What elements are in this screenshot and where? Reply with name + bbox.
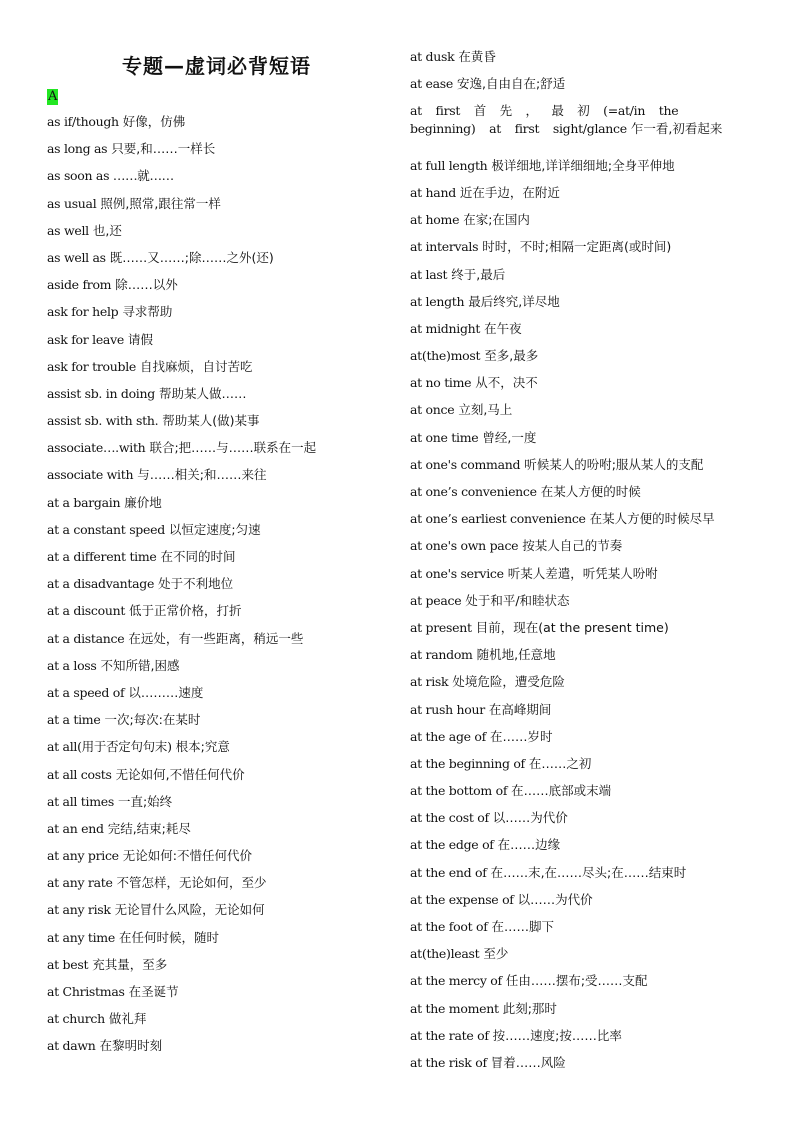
phrase-entry <box>47 874 316 901</box>
phrase-chinese: 目前，现在(at the present time) <box>475 619 669 635</box>
phrase-english: at the risk of <box>410 1054 487 1070</box>
phrase-english: at first 首 先 ， 最 初 (=at/in the beginning) at first sight/glance <box>410 103 679 137</box>
phrase-english: associate with <box>47 467 134 483</box>
phrase-entry <box>47 602 316 629</box>
phrase-chinese: 在……末,在……尽头;在……结束时 <box>490 864 687 880</box>
phrase-entry <box>410 836 750 863</box>
section-letter-highlight: A <box>48 89 58 104</box>
phrase-entry <box>410 1054 750 1081</box>
phrase-entry <box>410 782 750 809</box>
phrase-chinese: 处于和平/和睦状态 <box>465 592 570 608</box>
phrase-english: at one’s earliest convenience <box>410 511 586 527</box>
phrase-entry <box>47 956 316 983</box>
phrase-entry <box>47 195 316 222</box>
phrase-english: at any time <box>47 929 115 945</box>
phrase-english: at the expense of <box>410 891 514 907</box>
phrase-english: at intervals <box>410 239 479 255</box>
phrase-english: at present <box>410 619 472 635</box>
phrase-english: at the age of <box>410 728 486 744</box>
phrase-chinese: 曾经,一度 <box>482 429 537 445</box>
phrase-english: at all times <box>47 793 114 809</box>
phrase-entry <box>47 412 316 439</box>
phrase-english: as well as <box>47 249 106 265</box>
phrase-entry <box>410 701 750 728</box>
phrase-entry <box>410 646 750 673</box>
phrase-chinese: 联合;把……与……联系在一起 <box>149 440 317 456</box>
phrase-entry <box>410 755 750 782</box>
phrase-english: as long as <box>47 141 108 157</box>
phrase-english: at no time <box>410 375 472 391</box>
phrase-entry <box>47 167 316 194</box>
phrase-chinese: 在……之初 <box>528 755 592 771</box>
phrase-english: at(the)least <box>410 946 480 962</box>
phrase-english: at a loss <box>47 657 97 673</box>
phrase-list-left <box>47 113 316 1065</box>
phrase-entry <box>410 918 750 945</box>
phrase-english: at peace <box>410 592 462 608</box>
phrase-entry <box>410 456 750 483</box>
phrase-entry <box>410 673 750 700</box>
phrase-entry <box>410 537 750 564</box>
phrase-entry <box>47 1010 316 1037</box>
phrase-chinese: 在远处，有一些距离，稍远一些 <box>128 630 304 646</box>
phrase-chinese: 在某人方便的时候尽早 <box>589 511 715 527</box>
phrase-english: associate….with <box>47 440 146 456</box>
phrase-chinese: 完结,结束;耗尽 <box>107 820 191 836</box>
phrase-english: at hand <box>410 184 456 200</box>
phrase-entry <box>47 494 316 521</box>
phrase-entry <box>47 983 316 1010</box>
phrase-english: at one time <box>410 429 479 445</box>
phrase-chinese: 在某人方便的时候 <box>540 484 641 500</box>
phrase-english: at(the)most <box>410 348 481 364</box>
phrase-chinese: 以……为代价 <box>492 810 568 826</box>
phrase-english: at all costs <box>47 766 112 782</box>
phrase-entry <box>47 249 316 276</box>
page-title: 专题—虚词必背短语 <box>122 54 311 78</box>
phrase-chinese: 寻求帮助 <box>122 304 173 320</box>
phrase-entry <box>47 847 316 874</box>
phrase-entry <box>410 945 750 972</box>
phrase-chinese: 在……岁时 <box>489 728 553 744</box>
phrase-entry <box>47 358 316 385</box>
phrase-english: at one's service <box>410 565 504 581</box>
phrase-chinese: 无论如何:不惜任何代价 <box>122 848 252 864</box>
phrase-english: at a discount <box>47 603 126 619</box>
phrase-entry <box>47 575 316 602</box>
phrase-chinese: 听某人差遣，听凭某人吩咐 <box>507 565 658 581</box>
phrase-chinese: 无论冒什么风险，无论如何 <box>114 902 265 918</box>
phrase-entry <box>410 102 750 156</box>
phrase-english: at the bottom of <box>410 783 508 799</box>
phrase-entry <box>410 510 750 537</box>
phrase-chinese: 根本;究意 <box>175 739 230 755</box>
phrase-english: ask for leave <box>47 331 124 347</box>
phrase-entry <box>410 48 750 75</box>
phrase-english: at all(用于否定句句末) <box>47 739 172 755</box>
phrase-entry <box>47 630 316 657</box>
phrase-english: at ease <box>410 76 454 92</box>
phrase-entry <box>410 809 750 836</box>
phrase-english: at the cost of <box>410 810 489 826</box>
phrase-entry <box>410 619 750 646</box>
phrase-chinese: 至多,最多 <box>484 348 539 364</box>
phrase-chinese: 时时，不时;相隔一定距离(或时间) <box>482 239 672 255</box>
phrase-entry <box>410 565 750 592</box>
phrase-english: at home <box>410 212 460 228</box>
phrase-chinese: 随机地,任意地 <box>476 647 556 663</box>
phrase-english: at any price <box>47 848 119 864</box>
phrase-entry <box>47 385 316 412</box>
phrase-chinese: 至少 <box>483 946 509 962</box>
phrase-chinese: 乍一看,初看起来 <box>630 121 723 137</box>
phrase-english: ask for help <box>47 304 119 320</box>
phrase-english: at a constant speed <box>47 521 165 537</box>
phrase-chinese: 低于正常价格，打折 <box>129 603 242 619</box>
phrase-chinese: 立刻,马上 <box>458 402 513 418</box>
phrase-english: at once <box>410 402 455 418</box>
phrase-english: at the beginning of <box>410 755 525 771</box>
phrase-entry <box>47 1037 316 1064</box>
phrase-chinese: 在黄昏 <box>458 49 496 64</box>
phrase-chinese: 也,还 <box>92 222 122 238</box>
phrase-entry <box>410 184 750 211</box>
phrase-english: aside from <box>47 277 112 293</box>
phrase-english: at the moment <box>410 1000 499 1016</box>
phrase-entry <box>47 140 316 167</box>
phrase-chinese: 处境危险，遭受危险 <box>452 674 565 690</box>
phrase-chinese: 帮助某人(做)某事 <box>162 413 260 429</box>
phrase-entry <box>47 303 316 330</box>
phrase-chinese: 自找麻烦，自讨苦吃 <box>140 358 253 374</box>
phrase-chinese: 任由……摆布;受……支配 <box>505 973 648 989</box>
phrase-english: at the mercy of <box>410 973 502 989</box>
phrase-entry <box>410 429 750 456</box>
phrase-entry <box>47 929 316 956</box>
phrase-entry <box>410 266 750 293</box>
phrase-entry <box>410 75 750 102</box>
phrase-chinese: 此刻;那时 <box>502 1000 557 1016</box>
phrase-english: as if/though <box>47 114 119 129</box>
phrase-english: at one’s convenience <box>410 484 537 500</box>
phrase-english: at a distance <box>47 630 125 646</box>
phrase-chinese: 在高峰期间 <box>488 701 552 717</box>
phrase-english: at one's own pace <box>410 538 519 554</box>
phrase-entry <box>410 320 750 347</box>
phrase-chinese: 以恒定速度;匀速 <box>168 521 261 537</box>
phrase-chinese: 以……为代价 <box>517 891 593 907</box>
phrase-chinese: 既……又……;除……之外(还) <box>109 249 274 265</box>
phrase-entry <box>410 891 750 918</box>
phrase-entry <box>410 592 750 619</box>
phrase-english: ask for trouble <box>47 358 136 374</box>
phrase-chinese: 安逸,自由自在;舒适 <box>457 76 566 92</box>
phrase-english: at dusk <box>410 49 455 64</box>
phrase-entry <box>410 483 750 510</box>
phrase-entry <box>47 766 316 793</box>
phrase-chinese: 最后终究,详尽地 <box>468 293 560 309</box>
phrase-entry <box>47 548 316 575</box>
phrase-entry <box>410 211 750 238</box>
phrase-english: at a speed of <box>47 684 125 700</box>
phrase-entry <box>47 439 316 466</box>
phrase-chinese: 极详细地,详详细细地;全身平伸地 <box>491 157 675 173</box>
phrase-entry <box>47 276 316 303</box>
phrase-list-right <box>410 48 750 1081</box>
phrase-chinese: 在圣诞节 <box>128 984 179 999</box>
phrase-entry <box>47 738 316 765</box>
phrase-chinese: 好像，仿佛 <box>122 114 186 129</box>
phrase-entry <box>47 711 316 738</box>
phrase-entry <box>410 1027 750 1054</box>
phrase-chinese: 只要,和……一样长 <box>111 141 216 157</box>
phrase-entry <box>410 1000 750 1027</box>
phrase-english: at an end <box>47 820 104 836</box>
phrase-english: at rush hour <box>410 701 485 717</box>
phrase-english: at the rate of <box>410 1027 489 1043</box>
phrase-chinese: 在黎明时刻 <box>99 1038 163 1054</box>
phrase-entry <box>410 347 750 374</box>
phrase-chinese: 无论如何,不惜任何代价 <box>115 766 245 782</box>
phrase-chinese: 除……以外 <box>115 277 178 293</box>
phrase-english: as soon as ……就…… <box>47 168 174 184</box>
phrase-chinese: 以………速度 <box>128 684 204 700</box>
phrase-entry <box>47 901 316 928</box>
phrase-entry <box>47 521 316 548</box>
phrase-chinese: 充其量，至多 <box>92 956 168 972</box>
phrase-chinese: 与……相关;和……来往 <box>137 467 267 483</box>
phrase-entry <box>47 820 316 847</box>
phrase-chinese: 冒着……风险 <box>490 1054 566 1070</box>
phrase-entry <box>47 222 316 249</box>
phrase-entry <box>410 374 750 401</box>
phrase-english: at church <box>47 1011 105 1027</box>
phrase-chinese: 在……边缘 <box>497 837 561 853</box>
phrase-chinese: 在午夜 <box>484 320 522 336</box>
phrase-chinese: 在不同的时间 <box>160 549 236 564</box>
phrase-chinese: 在家;在国内 <box>463 212 530 228</box>
phrase-chinese: 做礼拜 <box>108 1011 147 1027</box>
phrase-english: at last <box>410 266 448 282</box>
phrase-english: at one's command <box>410 456 521 472</box>
phrase-english: at the edge of <box>410 837 494 853</box>
phrase-entry <box>47 466 316 493</box>
phrase-english: as well <box>47 222 89 238</box>
phrase-entry <box>410 293 750 320</box>
phrase-english: as usual <box>47 195 97 211</box>
phrase-entry <box>410 972 750 999</box>
phrase-chinese: 不管怎样，无论如何，至少 <box>116 875 267 891</box>
phrase-english: at any risk <box>47 902 111 918</box>
phrase-english: at a disadvantage <box>47 576 155 592</box>
phrase-english: assist sb. in doing <box>47 385 155 401</box>
phrase-english: at Christmas <box>47 984 125 999</box>
phrase-chinese: 不知所错,困感 <box>100 657 180 673</box>
phrase-entry <box>410 728 750 755</box>
phrase-chinese: 在任何时候，随时 <box>118 929 219 945</box>
phrase-english: at a different time <box>47 549 157 564</box>
phrase-entry <box>47 331 316 358</box>
phrase-chinese: 请假 <box>127 331 153 347</box>
phrase-english: at midnight <box>410 320 481 336</box>
phrase-english: at any rate <box>47 875 113 891</box>
phrase-english: at best <box>47 956 89 972</box>
phrase-entry <box>47 657 316 684</box>
phrase-chinese: 在……脚下 <box>491 919 555 935</box>
phrase-english: at full length <box>410 157 488 173</box>
phrase-chinese: 从不，决不 <box>475 375 538 391</box>
phrase-chinese: 照例,照常,跟往常一样 <box>100 195 221 211</box>
phrase-chinese: 按某人自己的节奏 <box>522 538 623 554</box>
phrase-english: assist sb. with sth. <box>47 413 159 429</box>
phrase-chinese: 一直;始终 <box>117 793 173 809</box>
phrase-entry <box>47 684 316 711</box>
phrase-entry <box>47 793 316 820</box>
phrase-entry <box>47 113 316 140</box>
phrase-english: at length <box>410 293 465 309</box>
phrase-chinese: 近在手边，在附近 <box>459 184 560 200</box>
phrase-chinese: 帮助某人做…… <box>158 385 247 401</box>
phrase-english: at the foot of <box>410 919 488 935</box>
phrase-chinese: 一次;每次:在某时 <box>104 712 201 728</box>
phrase-chinese: 处于不利地位 <box>158 576 234 592</box>
phrase-entry <box>410 238 750 265</box>
phrase-entry <box>410 401 750 428</box>
phrase-chinese: 在……底部或末端 <box>511 783 612 799</box>
phrase-english: at random <box>410 647 473 663</box>
phrase-entry <box>410 157 750 184</box>
phrase-entry <box>410 864 750 891</box>
phrase-english: at risk <box>410 674 449 690</box>
phrase-chinese: 终于,最后 <box>451 266 506 282</box>
phrase-chinese: 听候某人的吩咐;服从某人的支配 <box>524 456 704 472</box>
phrase-chinese: 廉价地 <box>124 494 162 510</box>
phrase-english: at dawn <box>47 1038 96 1054</box>
phrase-english: at a time <box>47 712 101 728</box>
phrase-english: at a bargain <box>47 494 121 510</box>
phrase-english: at the end of <box>410 864 487 880</box>
phrase-chinese: 按……速度;按……比率 <box>492 1027 622 1043</box>
